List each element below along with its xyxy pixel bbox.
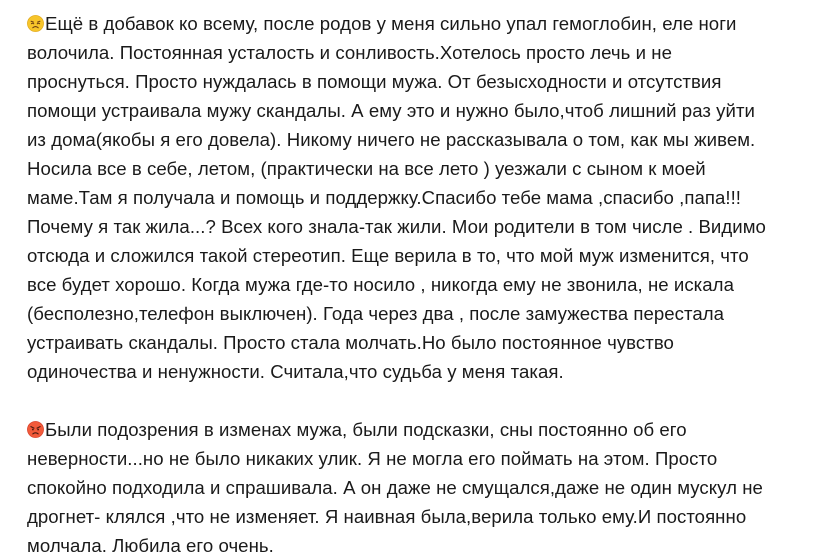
text-line: молчала. Любила его очень. — [27, 535, 274, 556]
text-line: из дома(якобы я его довела). Никому ничего не рассказывала о том, как мы живем. — [27, 129, 756, 150]
paragraph-1 — [27, 9, 817, 386]
text-line: помощи устраивала мужу скандалы. А ему это и нужно было,чтоб лишний раз уйти — [27, 100, 755, 121]
text-line-content: Ещё в добавок ко всему, после родов у меня сильно упал гемоглобин, еле ноги — [45, 13, 737, 34]
paragraph-2 — [27, 415, 817, 560]
text-line: (бесполезно,телефон выключен). Года через два , после замужества перестала — [27, 303, 725, 324]
text-line: все будет хорошо. Когда мужа где-то носило , никогда ему не звонила, не искала — [27, 274, 734, 295]
text-line: отсюда и сложился такой стереотип. Еще верила в то, что мой муж изменится, что — [27, 245, 749, 266]
persevering-face-emoji-icon — [27, 15, 44, 32]
post-text — [27, 9, 817, 560]
text-line: проснуться. Просто нуждалась в помощи мужа. От безысходности и отсутствия — [27, 71, 722, 92]
text-line: маме.Там я получала и помощь и поддержку.Спасибо тебе мама ,спасибо ,папа!!! — [27, 187, 742, 208]
text-line: волочила. Постоянная усталость и сонливость.Хотелось просто лечь и не — [27, 42, 672, 63]
text-line: Почему я так жила...? Всех кого знала-так жили. Мои родители в том числе . Видимо — [27, 216, 766, 237]
text-line — [27, 9, 817, 38]
angry-face-emoji-icon — [27, 421, 44, 438]
text-line: Носила все в себе, летом, (практически на все лето ) уезжали с сыном к моей — [27, 158, 706, 179]
text-line: одиночества и ненужности. Считала,что судьба у меня такая. — [27, 361, 564, 382]
text-line: спокойно подходила и спрашивала. А он даже не смущался,даже не один мускул не — [27, 477, 763, 498]
text-line — [27, 415, 817, 444]
text-line: устраивать скандалы. Просто стала молчать.Но было постоянное чувство — [27, 332, 674, 353]
text-line: неверности...но не было никаких улик. Я не могла его поймать на этом. Просто — [27, 448, 718, 469]
text-line: дрогнет- клялся ,что не изменяет. Я наивная была,верила только ему.И постоянно — [27, 506, 747, 527]
text-line-content: Были подозрения в изменах мужа, были подсказки, сны постоянно об его — [45, 419, 687, 440]
